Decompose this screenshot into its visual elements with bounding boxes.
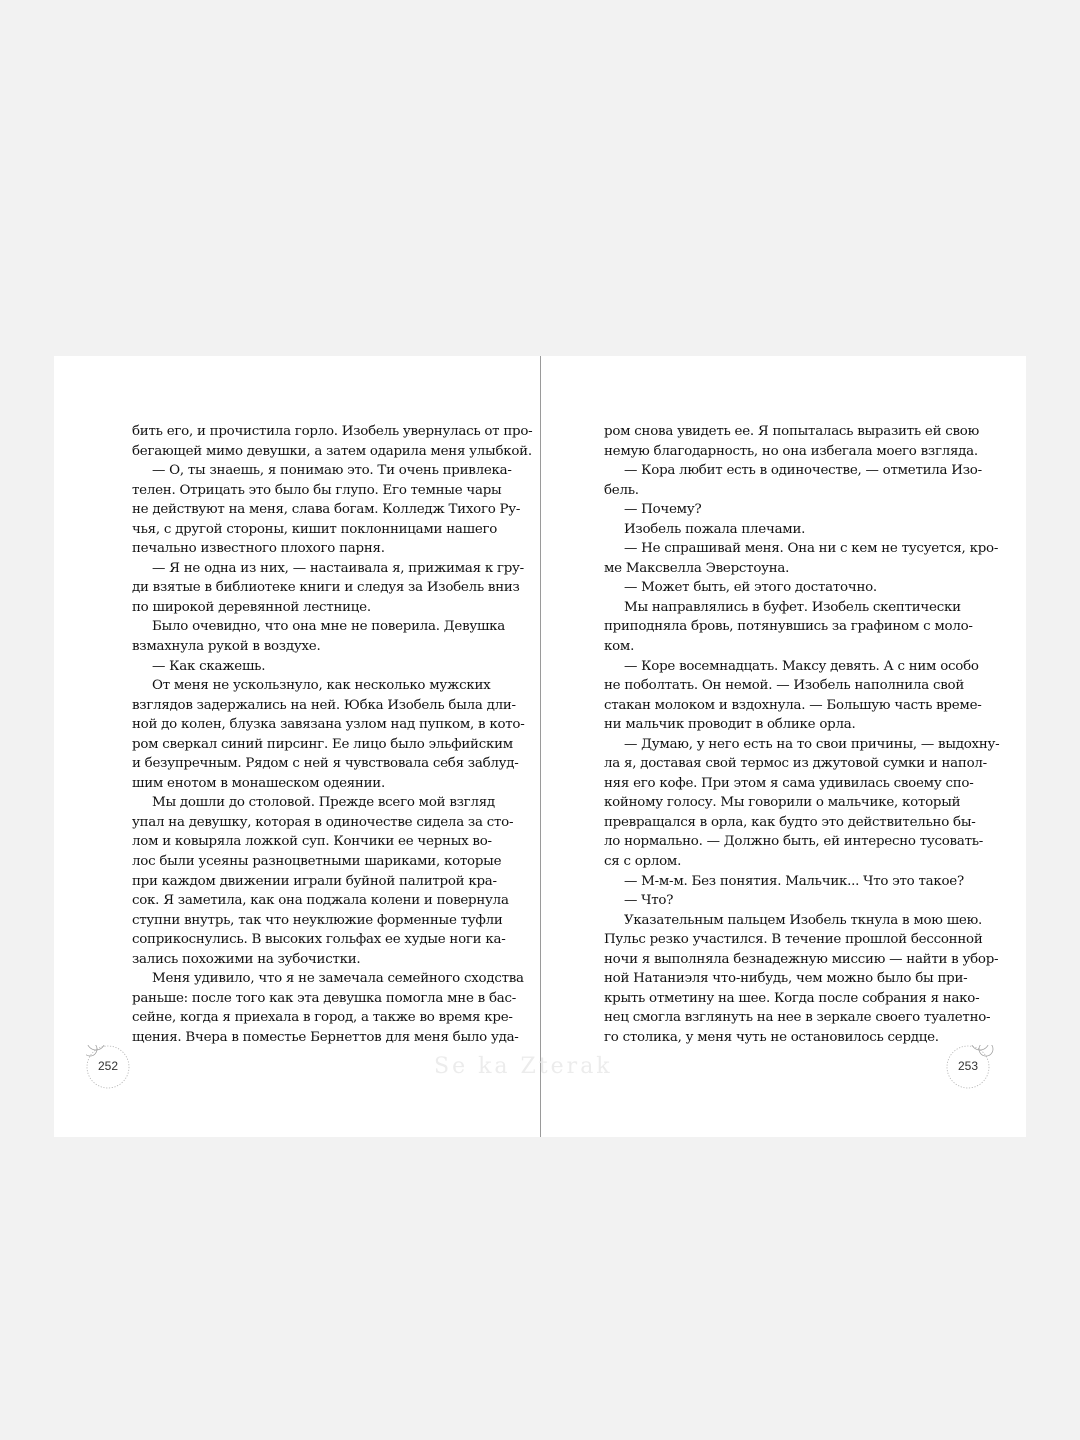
- text-line: и безупречным. Рядом с ней я чувствовала себя заблуд-: [132, 756, 519, 772]
- text-line: Пульс резко участился. В течение прошлой бессонной: [604, 932, 983, 948]
- text-line: при каждом движении играли буйной палитрой кра-: [132, 873, 497, 889]
- text-line: койному голосу. Мы говорили о мальчике, который: [604, 795, 961, 811]
- text-line: ло нормально. — Должно быть, ей интересно тусовать-: [604, 834, 984, 850]
- text-line: лос были усеяны разноцветными шариками, которые: [132, 854, 502, 870]
- text-line: сок. Я заметила, как она поджала колени и повернула: [132, 893, 509, 909]
- text-line: — Что?: [624, 893, 674, 909]
- left-page-number-badge: [86, 1045, 130, 1089]
- text-line: взглядов задержались на ней. Юбка Изобель была дли-: [132, 697, 516, 713]
- text-line: — Я не одна из них, — настаивала я, прижимая к гру-: [152, 560, 524, 576]
- folio-circles-icon: [86, 1045, 146, 1105]
- text-line: шим енотом в монашеском одеянии.: [132, 775, 385, 791]
- text-line: ступни внутрь, так что неуклюжие форменные туфли: [132, 912, 503, 928]
- text-line: превращался в орла, как будто это действительно бы-: [604, 814, 976, 830]
- text-line: чья, с другой стороны, кишит поклонницами нашего: [132, 521, 498, 537]
- text-line: — М-м-м. Без понятия. Мальчик... Что это такое?: [624, 873, 964, 889]
- text-line: телен. Отрицать это было бы глупо. Его темные чары: [132, 482, 502, 498]
- text-line: ной Натаниэля что-нибудь, чем можно было бы при-: [604, 971, 968, 987]
- text-line: ком.: [604, 639, 635, 655]
- text-line: немую благодарность, но она избегала моего взгляда.: [604, 443, 978, 459]
- right-page-text: [604, 422, 1000, 1048]
- text-line: сейне, когда я приехала в город, а также во время кре-: [132, 1010, 513, 1026]
- book-spread: [54, 356, 1026, 1137]
- text-line: — Коре восемнадцать. Максу девять. А с ним особо: [624, 658, 979, 674]
- text-line: не поболтать. Он немой. — Изобель наполнила свой: [604, 678, 965, 694]
- text-line: Меня удивило, что я не замечала семейного сходства: [152, 971, 524, 987]
- text-line: — Думаю, у него есть на то свои причины, — выдохну-: [624, 736, 1000, 752]
- right-page-number: 253: [957, 1059, 979, 1073]
- text-line: ди взятые в библиотеке книги и следуя за Изобель вниз: [132, 580, 520, 596]
- text-line: Мы направлялись в буфет. Изобель скептически: [624, 599, 961, 615]
- text-line: бель.: [604, 482, 639, 498]
- text-line: — Не спрашивай меня. Она ни с кем не тусуется, кро-: [624, 541, 999, 557]
- right-page-number-badge: [946, 1045, 990, 1089]
- text-line: печально известного плохого парня.: [132, 541, 385, 557]
- folio-circles-icon: [946, 1045, 1006, 1105]
- text-line: ночи я выполняла безнадежную миссию — найти в убор-: [604, 951, 999, 967]
- text-line: зались похожими на зубочистки.: [132, 951, 361, 967]
- text-line: Указательным пальцем Изобель ткнула в мою шею.: [624, 912, 982, 928]
- text-line: соприкоснулись. В высоких гольфах ее худые ноги ка-: [132, 932, 506, 948]
- book-spine-divider: [540, 356, 541, 1137]
- text-line: раньше: после того как эта девушка помогла мне в бас-: [132, 990, 517, 1006]
- left-page-text: [132, 422, 533, 1048]
- text-line: няя его кофе. При этом я сама удивилась своему спо-: [604, 775, 974, 791]
- text-line: ся с орлом.: [604, 854, 682, 870]
- text-line: От меня не ускользнуло, как несколько мужских: [152, 678, 491, 694]
- text-line: ной до колен, блузка завязана узлом над пупком, в кото-: [132, 717, 525, 733]
- text-line: щения. Вчера в поместье Бернеттов для меня было уда-: [132, 1029, 519, 1045]
- text-line: ла я, доставая свой термос из джутовой сумки и напол-: [604, 756, 987, 772]
- text-line: го столика, у меня чуть не остановилось сердце.: [604, 1029, 939, 1045]
- text-line: — Почему?: [624, 502, 702, 518]
- text-line: Мы дошли до столовой. Прежде всего мой взгляд: [152, 795, 495, 811]
- text-line: лом и ковыряла ложкой суп. Кончики ее черных во-: [132, 834, 492, 850]
- text-line: — Как скажешь.: [152, 658, 266, 674]
- text-line: приподняла бровь, потянувшись за графином с моло-: [604, 619, 973, 635]
- watermark-text: Se ka Zterak: [434, 1054, 613, 1079]
- text-line: — Кора любит есть в одиночестве, — отметила Изо-: [624, 463, 982, 479]
- text-line: взмахнула рукой в воздухе.: [132, 639, 321, 655]
- text-line: упал на девушку, которая в одиночестве сидела за сто-: [132, 814, 514, 830]
- text-line: не действуют на меня, слава богам. Колледж Тихого Ру-: [132, 502, 521, 518]
- text-line: — Может быть, ей этого достаточно.: [624, 580, 877, 596]
- text-line: ром сверкал синий пирсинг. Ее лицо было эльфийским: [132, 736, 513, 752]
- text-line: ме Максвелла Эверстоуна.: [604, 560, 790, 576]
- text-line: ни мальчик проводит в облике орла.: [604, 717, 856, 733]
- left-page-number: 252: [97, 1059, 119, 1073]
- text-line: нец смогла взглянуть на нее в зеркале своего туалетно-: [604, 1010, 991, 1026]
- text-line: бегающей мимо девушки, а затем одарила меня улыбкой.: [132, 443, 532, 459]
- text-line: — О, ты знаешь, я понимаю это. Ти очень привлека-: [152, 463, 512, 479]
- text-line: стакан молоком и вздохнула. — Большую часть време-: [604, 697, 982, 713]
- text-line: бить его, и прочистила горло. Изобель увернулась от про-: [132, 424, 533, 439]
- text-line: Было очевидно, что она мне не поверила. Девушка: [152, 619, 506, 635]
- text-line: ром снова увидеть ее. Я попыталась выразить ей свою: [604, 424, 980, 439]
- text-line: крыть отметину на шее. Когда после собрания я нако-: [604, 990, 980, 1006]
- text-line: Изобель пожала плечами.: [624, 521, 806, 537]
- text-line: по широкой деревянной лестнице.: [132, 599, 371, 615]
